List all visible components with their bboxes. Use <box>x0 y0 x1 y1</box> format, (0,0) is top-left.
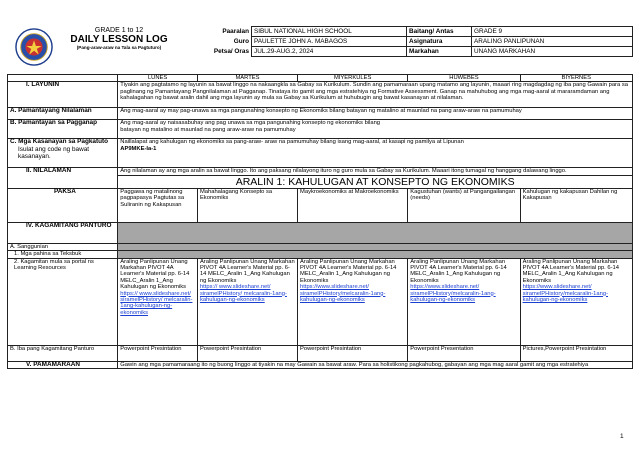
kagamitan-gray-cell <box>118 222 633 243</box>
portal-link[interactable]: https:// www.slideshare.net/ siramelPHistory/ melcaralin-1ang-kahulugan-ng-ekonomiks <box>199 284 287 304</box>
portal-text: Araling Panlipunan Unang Markahan PIVOT 4A Learner's Material pp. 6-14 MELC_Aralin 1_Ang Kahulugan ng Ekonomiks <box>410 258 507 284</box>
kagamitan-row <box>8 222 633 243</box>
sanggunian-row <box>8 243 633 250</box>
info-row <box>177 27 633 37</box>
info-label: Guro <box>233 37 249 45</box>
portal-cell <box>298 258 408 345</box>
kasanayan-row <box>8 139 633 168</box>
kasanayan-label-cell <box>8 139 118 168</box>
iba-item: Powerpoint Presintation <box>298 345 408 361</box>
nilalaman-row <box>8 168 633 175</box>
kagamitan-label: IV. KAGAMITANG PANTURO <box>8 222 118 243</box>
info-row <box>177 47 633 57</box>
pamantayan-pagganap-text: Ang mag-aaral ay naisasabuhay ang pag unawa sa mga pangunahing konsepto ng ekonomiks bilang batayan ng matalino at maunlad na pang araw-araw na pamumuhay <box>118 120 633 139</box>
iba-label: B. Iba pang Kagamitang Panturo <box>8 345 118 361</box>
portal-link[interactable]: https://www.slideshare.net/ siramelPHistory/melcaralin-1ang-kahulugan-ng-ekonomiks <box>522 284 608 304</box>
header-info-table <box>177 26 633 57</box>
portal-text: Araling Panlipunan Unang Markahan PIVOT 4A Learner's Material pp. 6-14 MELC_Aralin 1_Ang Kahulugan ng Ekonomiks <box>300 258 397 284</box>
portal-link[interactable]: https:// www.slideshare.net/ siramelPHistory/ melcaralin-1ang-kahulugan-ng-ekonomiks <box>120 290 193 316</box>
iba-row <box>8 345 633 361</box>
paksa-item: Paggawa ng matalinong pagpapasya Pagtutas sa Suliranin ng Kakapusan <box>118 188 198 222</box>
sanggunian-gray-cell <box>118 243 633 250</box>
pamantayan-pagganap-label: B. Pamantayan sa Pagganap <box>8 120 118 139</box>
portal-cell <box>408 258 520 345</box>
info-value: SIBUL NATIONAL HIGH SCHOOL <box>252 27 407 37</box>
dll-title-box <box>65 27 173 50</box>
info-value: PAULETTE JOHN A. MABAGOS <box>252 37 407 47</box>
portal-text: Araling Panlipunan Unang Markahan PIVOT 4A Learner's Material pp. 6-14 MELC_Aralin 1_Ang Kahulugan ng Ekonomiks <box>120 258 190 291</box>
day-header: MARTES <box>197 75 297 82</box>
days-row <box>8 75 633 82</box>
grade-range: GRADE 1 to 12 <box>94 27 144 34</box>
iba-item: Powerpoint Presintation <box>118 345 198 361</box>
nilalaman-text: Ang nilalaman ay ang mga aralin sa bawat linggo. Ito ang paksang nilalayong ituro ng guro mula sa Gabay sa Kurikulum. Maaari itong tumagal ng hanggang dalawang linggo. <box>118 168 633 175</box>
portal-cell <box>197 258 297 345</box>
dll-title: DAILY LESSON LOG <box>70 34 168 45</box>
info-row <box>177 37 633 47</box>
info-value2: ARALING PANLIPUNAN <box>472 37 633 47</box>
pamantayan-nilalaman-row <box>8 108 633 120</box>
portal-text: Araling Panlipunan Unang Markahan PIVOT 4A Learner's Material pp. 6-14 MELC_Aralin 1_Ang Kahulugan ng Ekonomiks <box>522 258 620 284</box>
portal-text: Araling Panlipunan Unang Markahan PIVOT 4A Learner's Material pp. 6-14 MELC_Aralin 1_Ang Kahulugan ng Ekonomiks <box>199 258 295 284</box>
paksa-label: PAKSA <box>8 188 118 222</box>
pamamaraan-row <box>8 361 633 368</box>
kasanayan-code: AP9MKE-Ia-1 <box>120 145 157 152</box>
day-header: HUWEBES <box>408 75 520 82</box>
dll-subtitle: (Pang-araw-araw na Tala sa Pagtuturo) <box>76 45 162 50</box>
pamantayan-nilalaman-text: Ang mag-aaral ay may pag-unawa sa mga pangunahing konsepto ng Ekonomiks bilang batayan ng matalino at maunlad na pang araw-araw na pamumuhay <box>118 108 633 120</box>
aralin-title: ARALIN 1: KAHULUGAN AT KONSEPTO NG EKONOMIKS <box>118 175 633 188</box>
portal-cell <box>520 258 632 345</box>
pamantayan-nilalaman-label: A. Pamantayang Nilalaman <box>8 108 118 120</box>
info-label2: Asignatura <box>407 37 472 47</box>
paksa-item: Kagustuhan (wants) at Pangangailangan (needs) <box>408 188 520 222</box>
portal-link[interactable]: https://www.slideshare.net/ siramelPHistory/melcaralin-1ang-kahulugan-ng-ekonomiks <box>300 284 386 304</box>
paksa-item: Maykroekonomiks at Makroekonomiks <box>298 188 408 222</box>
kasanayan-label: C. Mga Kasanayan sa Pagkatuto <box>10 138 109 146</box>
nilalaman-label: II. NILALAMAN <box>8 168 118 188</box>
layunin-text: Tiyakin ang pagtatamo ng layunin sa bawat linggo na nakaangkla sa Gabay sa Kurikulum. Sundin ang pamamaraan upang matamo ang layunin, maaari ring magdagdag ng iba pang Gawain para sa paglinang ng Pamantayang Pangnilalaman at Pagganap. Tinataya ito gamit ang mga estratehiya ng Formative Assessment. Ganap na mahuhubog ang mga mag-aaral at mararamdaman ang kahalagahan ng bawat aralin dahil ang mga layunin ay mula sa Gabay sa Kurikulum at huhubugin ang bawat kasanayan at nilalaman. <box>118 82 633 108</box>
info-label2: Baitang/ Antas <box>407 27 472 37</box>
info-value2: GRADE 9 <box>472 27 633 37</box>
portal-label: 2. Kagamitan mula sa portal ns Learning Resources <box>8 258 118 345</box>
portal-row <box>8 258 633 345</box>
sanggunian-label: A. Sanggunian <box>8 243 118 250</box>
lesson-log-table <box>7 74 633 369</box>
pahina-label: 1. Mga pahina sa Teksbuk <box>8 251 118 258</box>
pamantayan-pagganap-row <box>8 120 633 139</box>
deped-seal-icon <box>15 28 53 66</box>
paksa-row <box>8 188 633 222</box>
day-header: BIYERNES <box>520 75 632 82</box>
header <box>7 26 633 71</box>
paksa-item: Kahulugan ng kakapusan Dahilan ng Kakapusan <box>520 188 632 222</box>
kasanayan-sublabel: Isulat ang code ng bawat kasanayan. <box>18 145 90 160</box>
paksa-item: Mahahalagang Konsepto sa Ekonomiks <box>197 188 297 222</box>
page-number: 1 <box>620 433 624 440</box>
day-header: LUNES <box>118 75 198 82</box>
iba-item: Powerpoint Presentation <box>408 345 520 361</box>
kasanayan-cell <box>118 139 633 168</box>
day-header: MIYERKULES <box>298 75 408 82</box>
pahina-gray-cell <box>118 251 633 258</box>
blank-cell <box>8 75 118 82</box>
pamamaraan-text: Gawin ang mga pamamaraang ito ng buong linggo at tiyakin na may Gawain sa bawat araw. Para sa holistikong pagkahubog, gabayan ang mga mag aaral gamit ang mga estratehiya <box>118 361 633 368</box>
info-value2: UNANG MARKAHAN <box>472 47 633 57</box>
portal-link[interactable]: https://www.slideshare.net/ siramelPHistory/melcaralin-1ang-kahulugan-ng-ekonomiks <box>410 284 496 304</box>
info-label: Paaralan <box>222 27 249 35</box>
info-label2: Markahan <box>407 47 472 57</box>
layunin-row <box>8 82 633 108</box>
iba-item: Powerpoint Presintation <box>197 345 297 361</box>
pahina-row <box>8 251 633 258</box>
portal-cell <box>118 258 198 345</box>
iba-item: Pictures,Powerpoint Presintation <box>520 345 632 361</box>
pamamaraan-label: V. PAMAMARAAN <box>8 361 118 368</box>
info-value: JUL.29-AUG.2, 2024 <box>252 47 407 57</box>
kasanayan-text: Naillalapat ang kahulugan ng ekonomiks sa pang-araw- araw na pamumuhay bilang isang mag-aaral, at kasapi ng pamilya at Lipunan <box>120 139 464 146</box>
layunin-label: I. LAYUNIN <box>8 82 118 108</box>
info-label: Petsa/ Oras <box>213 47 249 55</box>
